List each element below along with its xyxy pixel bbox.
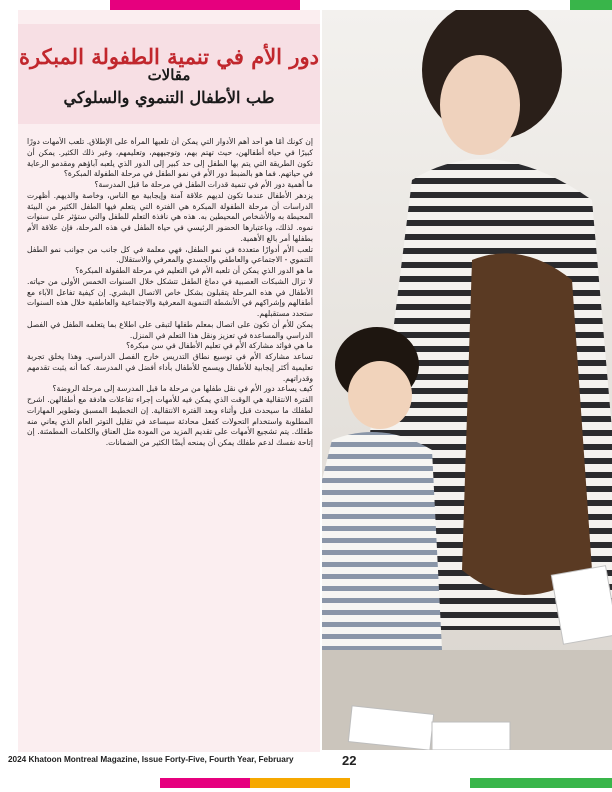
strip-segment bbox=[350, 778, 470, 788]
strip-segment bbox=[110, 0, 300, 10]
mother-child-photo bbox=[322, 10, 612, 750]
strip-segment bbox=[570, 0, 612, 10]
bottom-color-strip bbox=[0, 778, 612, 788]
article-section: طب الأطفال التنموي والسلوكي bbox=[63, 88, 275, 107]
strip-segment bbox=[160, 778, 250, 788]
article-paragraph: كيف يساعد دور الأم في نقل طفلها من مرحلة ما قبل المدرسة إلى مرحلة الروضة؟ bbox=[52, 384, 313, 394]
strip-segment bbox=[300, 0, 370, 10]
strip-segment bbox=[370, 0, 570, 10]
strip-segment bbox=[250, 778, 350, 788]
article-paragraph: يزدهر الأطفال عندما تكون لديهم علاقة آمنة وإيجابية مع الناس، وخاصة والديهم. أظهرت الدراسات أن مرحلة الطفولة المبكرة هي الفترة التي يتعلم فيها الطفل الكثير من البيئة المحيطة به والأشخاص المحيطين به. هذه هي نافذة التعلم للطفل والتي ستؤثر على سنوات نموه. لذلك، وباعتبارها الحضور الرئيسي في حياة الطفل في هذه المرحلة، فإن علاقة الأم بطفلها أمر بالغ الأهمية. bbox=[27, 190, 313, 243]
article-category: مقالات bbox=[147, 66, 191, 84]
strip-segment bbox=[470, 778, 612, 788]
article-title: دور الأم في تنمية الطفولة المبكرة bbox=[19, 44, 319, 70]
article-paragraph: لا تزال الشبكات العصبية في دماغ الطفل تتشكل خلال السنوات الخمس الأولى من حياته. الأطفال في هذه المرحلة يتقبلون بشكل خاص الاتصال البشري. إن كيفية تفاعل الآباء مع أطفالهم وإشراكهم في الأنشطة التنموية المعرفية والاجتماعية والعاطفية خلال هذه السنوات ستحدد مستقبلهم. bbox=[27, 276, 313, 318]
photo-illustration bbox=[322, 10, 612, 750]
article-paragraph: تساعد مشاركة الأم في توسيع نطاق التدريس خارج الفصل الدراسي. وهذا يخلق تجربة تعليمية أكثر إيجابية للأطفال ويسمح للأطفال بأداء أفضل في المدرسة. كما أنه يثبت تقدمهم وقدراتهم. bbox=[27, 352, 313, 383]
article-paragraph: يمكن للأم أن تكون على اتصال بمعلم طفلها لتبقى على اطلاع بما يتعلمه الطفل في الفصل الدراسي والمساعدة في تعزيز ونقل هذا التعلم في المنزل. bbox=[27, 319, 313, 340]
page-number: 22 bbox=[342, 753, 357, 768]
strip-segment bbox=[0, 0, 110, 10]
top-color-strip bbox=[0, 0, 612, 10]
article-body bbox=[27, 137, 313, 717]
article-paragraph: ما أهمية دور الأم في تنمية قدرات الطفل في مرحلة ما قبل المدرسة؟ bbox=[94, 180, 313, 189]
article-paragraph: تلعب الأم أدوارًا متعددة في نمو الطفل، فهي معلمة في كل جانب من جوانب نمو الطفل التنموي - الاجتماعي والعاطفي والجسدي والمعرفي والاستقلال. bbox=[27, 244, 313, 265]
article-paragraph: إن كونك أمًا هو أحد أهم الأدوار التي يمكن أن تلعبها المرأة على الإطلاق. تلعب الأمهات دورًا كبيرًا في حياة أطفالهن، حيث تهتم بهم، وتوجيههم، وتعليمهم، وغير ذلك الكثير. يمكن أن تكون الطريقة التي يتم بها الطفل إلى حد كبير إلى الدور الذي يلعبه آباؤهم ومقدمو الرعاية في حياتهم. فما هو بالضبط دور الأم في نمو الطفل في مرحلة الطفولة المبكرة؟ bbox=[27, 137, 313, 179]
article-paragraph: ما هي فوائد مشاركة الأم في تعليم الأطفال في سن مبكرة؟ bbox=[126, 341, 313, 351]
article-paragraph: الفترة الانتقالية هي الوقت الذي يمكن فيه للأمهات إجراء تفاعلات هادفة مع أطفالهن. اشرح لطفلك ما سيحدث قبل وأثناء وبعد الفترة الانتقالية. إن التخطيط المسبق وتطوير المهارات المطلوبة واستخدام التحولات كفعل محادثة سيساعد في تقليل التوتر العام الذي يعاني منه طفلك. يتم تشجيع الأمهات على تقديم المزيد من المودة مثل العناق والكلمات المطمئنة. إن إتاحة نفسك لدعم طفلك يمكن أن يمنحه أيضًا الكثير من الضمانات. bbox=[27, 395, 313, 447]
magazine-footer: 2024 Khatoon Montreal Magazine, Issue Forty-Five, Fourth Year, February bbox=[8, 755, 294, 764]
strip-segment bbox=[0, 778, 160, 788]
article-paragraph: ما هو الدور الذي يمكن أن تلعبه الأم في التعليم في مرحلة الطفولة المبكرة؟ bbox=[75, 266, 313, 275]
